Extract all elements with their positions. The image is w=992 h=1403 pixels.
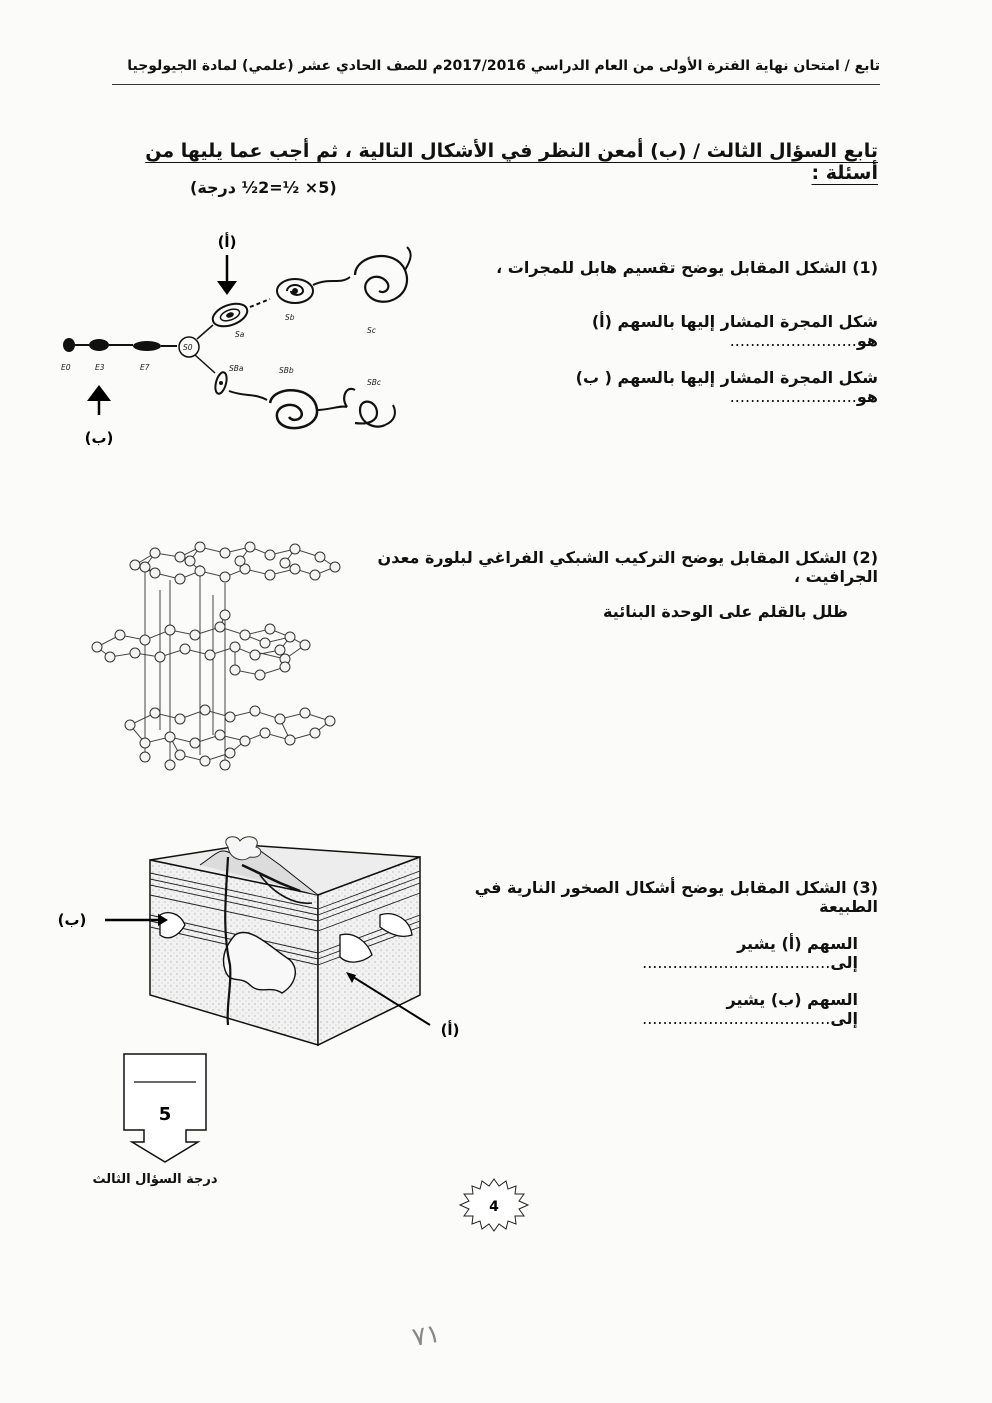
item-1-prompt: (1) الشكل المقابل يوضح تقسيم هابل للمجرات ، <box>496 258 878 277</box>
galaxy-label: SBb <box>279 366 294 375</box>
graphite-layer-middle <box>97 615 305 675</box>
item-3-answer-a[interactable]: ..................................... <box>642 953 831 972</box>
galaxy-label: Sc <box>367 326 376 335</box>
galaxy-e7 <box>133 341 161 351</box>
galaxy-arrow-b <box>87 385 111 401</box>
item-1-line-a[interactable] <box>470 312 878 350</box>
rock-arrow-b-label: (ب) <box>57 911 87 929</box>
item-1-line-b-label: شكل المجرة المشار إليها بالسهم ( ب) هو <box>575 368 878 406</box>
igneous-rock-block-diagram <box>50 835 470 1050</box>
header-divider <box>112 84 880 85</box>
item-1-line-b[interactable] <box>470 368 878 406</box>
score-box <box>120 1050 210 1165</box>
galaxy-label: E7 <box>140 363 150 372</box>
galaxy-label: SBa <box>229 364 244 373</box>
galaxy-arrow-b-label: (ب) <box>84 429 114 447</box>
item-3-answer-b[interactable]: ..................................... <box>642 1009 831 1028</box>
item-1-answer-a[interactable]: ......................... <box>729 331 857 350</box>
galaxy-sbc <box>344 389 385 427</box>
galaxy-e3 <box>89 339 109 351</box>
score-box-value: 5 <box>158 1104 172 1125</box>
item-3-prompt: (3) الشكل المقابل يوضح أشكال الصخور النارية في الطبيعة <box>474 878 878 916</box>
galaxy-arrow-a-label: (أ) <box>217 233 237 251</box>
item-1-answer-b[interactable]: ......................... <box>729 387 857 406</box>
item-2-instruction: ظلل بالقلم على الوحدة البنائية <box>603 602 848 621</box>
galaxy-e0 <box>63 338 75 352</box>
handwritten-mark: ٧١ <box>409 1318 443 1353</box>
item-3-line-b-label: السهم (ب) يشير إلى <box>726 990 858 1028</box>
page-number-badge <box>455 1176 533 1234</box>
item-2-prompt: (2) الشكل المقابل يوضح التركيب الشبكي الفراغي لبلورة معدن الجرافيت ، <box>377 548 878 586</box>
exam-header: تابع / امتحان نهاية الفترة الأولى من العام الدراسي 2017/2016م للصف الحادي عشر (علمي) لمادة الجيولوجيا <box>127 58 880 74</box>
graphite-lattice-diagram[interactable] <box>85 535 350 775</box>
hubble-galaxy-diagram <box>55 225 425 465</box>
question-grade: (5× ½=2½ درجة) <box>190 178 337 197</box>
galaxy-label: Sa <box>235 330 245 339</box>
item-3-line-a-label: السهم (أ) يشير إلى <box>737 934 858 972</box>
item-1-line-a-label: شكل المجرة المشار إليها بالسهم (أ) هو <box>591 312 878 350</box>
galaxy-label: SBc <box>367 378 382 387</box>
galaxy-label: Sb <box>285 313 295 322</box>
item-3-line-a[interactable] <box>540 934 858 972</box>
score-box-caption: درجة السؤال الثالث <box>92 1172 218 1187</box>
galaxy-label: S0 <box>183 343 193 352</box>
galaxy-sc <box>355 256 407 302</box>
galaxy-label: E3 <box>95 363 105 372</box>
item-3-line-b[interactable] <box>540 990 858 1028</box>
question-title: تابع السؤال الثالث / (ب) أمعن النظر في الأشكال التالية ، ثم أجب عما يليها من أسئلة : <box>145 140 878 184</box>
galaxy-label: E0 <box>61 363 71 372</box>
page-number: 4 <box>489 1199 499 1215</box>
galaxy-sbb <box>270 390 317 428</box>
rock-arrow-a-label: (أ) <box>440 1021 460 1039</box>
